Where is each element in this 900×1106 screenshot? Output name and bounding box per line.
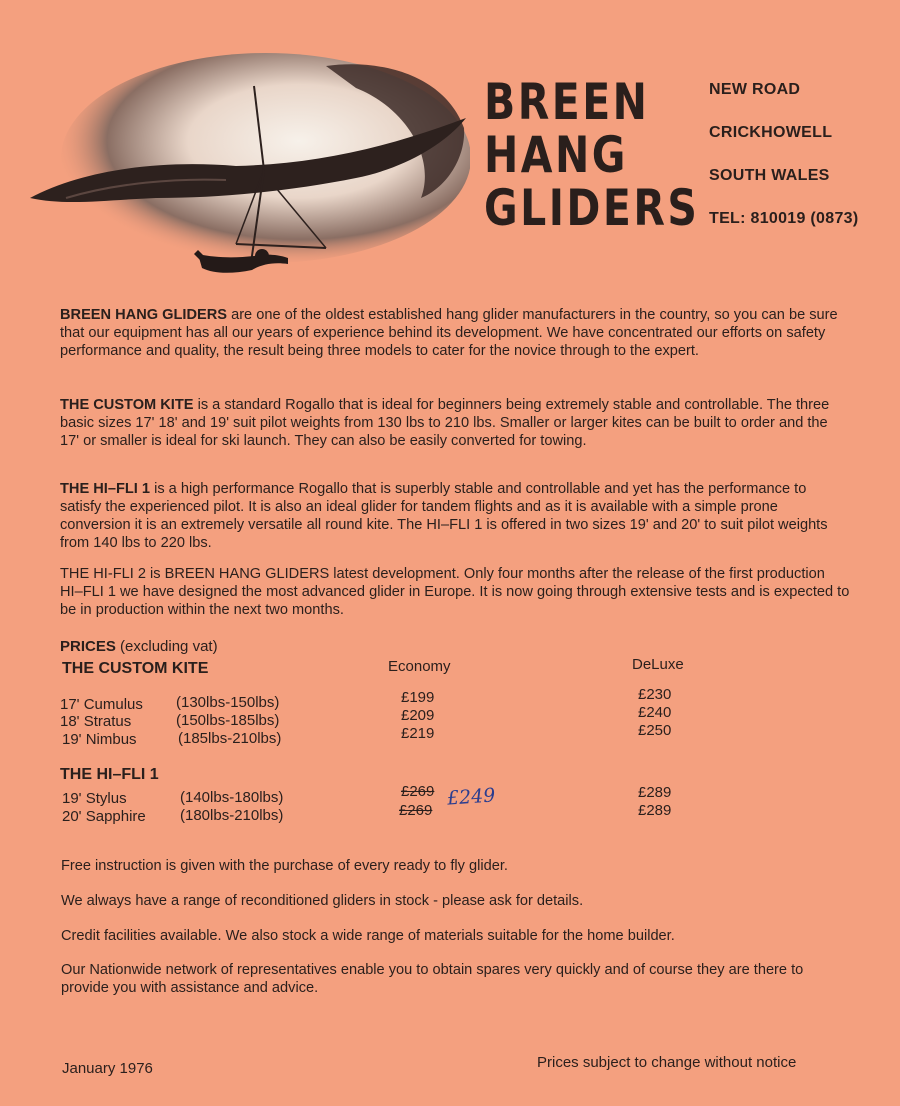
prices-vat-note: (excluding vat) xyxy=(120,638,218,655)
custom-kite-price-heading: THE CUSTOM KITE xyxy=(62,660,209,677)
address-region: SOUTH WALES xyxy=(709,167,830,184)
price-row-weights: (130lbs-150lbs) xyxy=(176,694,280,711)
price-row-economy: £269 xyxy=(399,802,433,819)
price-row-model: 19' Stylus xyxy=(62,790,127,807)
custom-kite-lead: THE CUSTOM KITE xyxy=(60,397,194,413)
company-address xyxy=(709,80,858,252)
price-row-deluxe: £289 xyxy=(638,802,672,819)
footer-disclaimer: Prices subject to change without notice xyxy=(537,1054,797,1071)
custom-kite-paragraph xyxy=(60,396,850,450)
deluxe-column-header: DeLuxe xyxy=(632,656,684,673)
note-reconditioned-gliders: We always have a range of reconditioned gliders in stock - please ask for details. xyxy=(61,893,584,909)
price-row-model: 20' Sapphire xyxy=(62,808,146,825)
intro-paragraph xyxy=(60,306,850,360)
price-row-weights: (140lbs-180lbs) xyxy=(180,789,284,806)
address-town: CRICKHOWELL xyxy=(709,124,833,141)
economy-column-header: Economy xyxy=(388,658,451,675)
address-telephone: TEL: 810019 (0873) xyxy=(709,210,859,227)
note-free-instruction: Free instruction is given with the purchase of every ready to fly glider. xyxy=(61,858,508,874)
hifli1-text: is a high performance Rogallo that is superbly stable and controllable and yet has the performance to satisfy the experienced pilot. It is also an ideal glider for tandem flights and as it is available with a simple prone conversion it is an extremely versatile all round kite. The HI–FLI 1 is offered in two sizes 19' and 20' to suit pilot weights from 140 lbs to 220 lbs. xyxy=(60,481,828,551)
price-row-economy: £269 xyxy=(401,783,435,800)
price-row-weights: (150lbs-185lbs) xyxy=(176,712,280,729)
footer-date: January 1976 xyxy=(62,1060,153,1077)
hang-glider-photo xyxy=(26,48,470,298)
price-row-economy: £199 xyxy=(401,689,435,706)
price-row-economy: £209 xyxy=(401,707,435,724)
address-street: NEW ROAD xyxy=(709,81,801,98)
logo-line-breen: BREEN xyxy=(484,73,650,131)
price-row-model: 18' Stratus xyxy=(60,713,132,730)
company-logo xyxy=(484,73,700,237)
custom-kite-text: is a standard Rogallo that is ideal for beginners being extremely stable and controllable. The three basic sizes 17' 18' and 19' suit pilot weights from 130 lbs to 210 lbs. Smaller or larger kites can be built to order and the 17' or smaller is ideal for ski launch. They can also be easily converted for towing. xyxy=(60,397,830,449)
note-credit-facilities: Credit facilities available. We also stock a wide range of materials suitable for the home builder. xyxy=(61,928,675,944)
intro-text: are one of the oldest established hang glider manufacturers in the country, so you can be sure that our equipment has all our years of experience behind its development. We have concentrated our efforts on safety performance and quality, the result being three models to cater for the novice through to the expert. xyxy=(60,307,838,359)
prices-heading xyxy=(60,638,218,655)
price-row-economy: £219 xyxy=(401,725,435,742)
price-row-deluxe: £289 xyxy=(638,784,672,801)
hifli1-lead: THE HI–FLI 1 xyxy=(60,481,151,497)
price-row-deluxe: £230 xyxy=(638,686,672,703)
intro-lead: BREEN HANG GLIDERS xyxy=(60,307,228,323)
logo-line-hang: HANG xyxy=(484,126,628,184)
price-row-weights: (185lbs-210lbs) xyxy=(178,730,282,747)
logo-line-gliders: GLIDERS xyxy=(484,179,700,237)
price-row-deluxe: £240 xyxy=(638,704,672,721)
prices-title: PRICES xyxy=(60,638,116,655)
hifli2-paragraph: THE HI-FLI 2 is BREEN HANG GLIDERS latest development. Only four months after the release of the first production HI–FLI 1 we have designed the most advanced glider in Europe. It is now going through extensive tests and is expected to be in production within the next two months. xyxy=(60,566,850,618)
price-row-weights: (180lbs-210lbs) xyxy=(180,807,284,824)
price-row-model: 17' Cumulus xyxy=(60,696,143,713)
note-nationwide-network: Our Nationwide network of representatives enable you to obtain spares very quickly and of course they are there to provide you with assistance and advice. xyxy=(61,962,804,996)
price-row-model: 19' Nimbus xyxy=(62,731,137,748)
price-row-deluxe: £250 xyxy=(638,722,672,739)
hifli1-paragraph xyxy=(60,480,850,552)
handwritten-price-correction: £249 xyxy=(446,784,497,810)
hifli1-price-heading: THE HI–FLI 1 xyxy=(60,766,159,783)
